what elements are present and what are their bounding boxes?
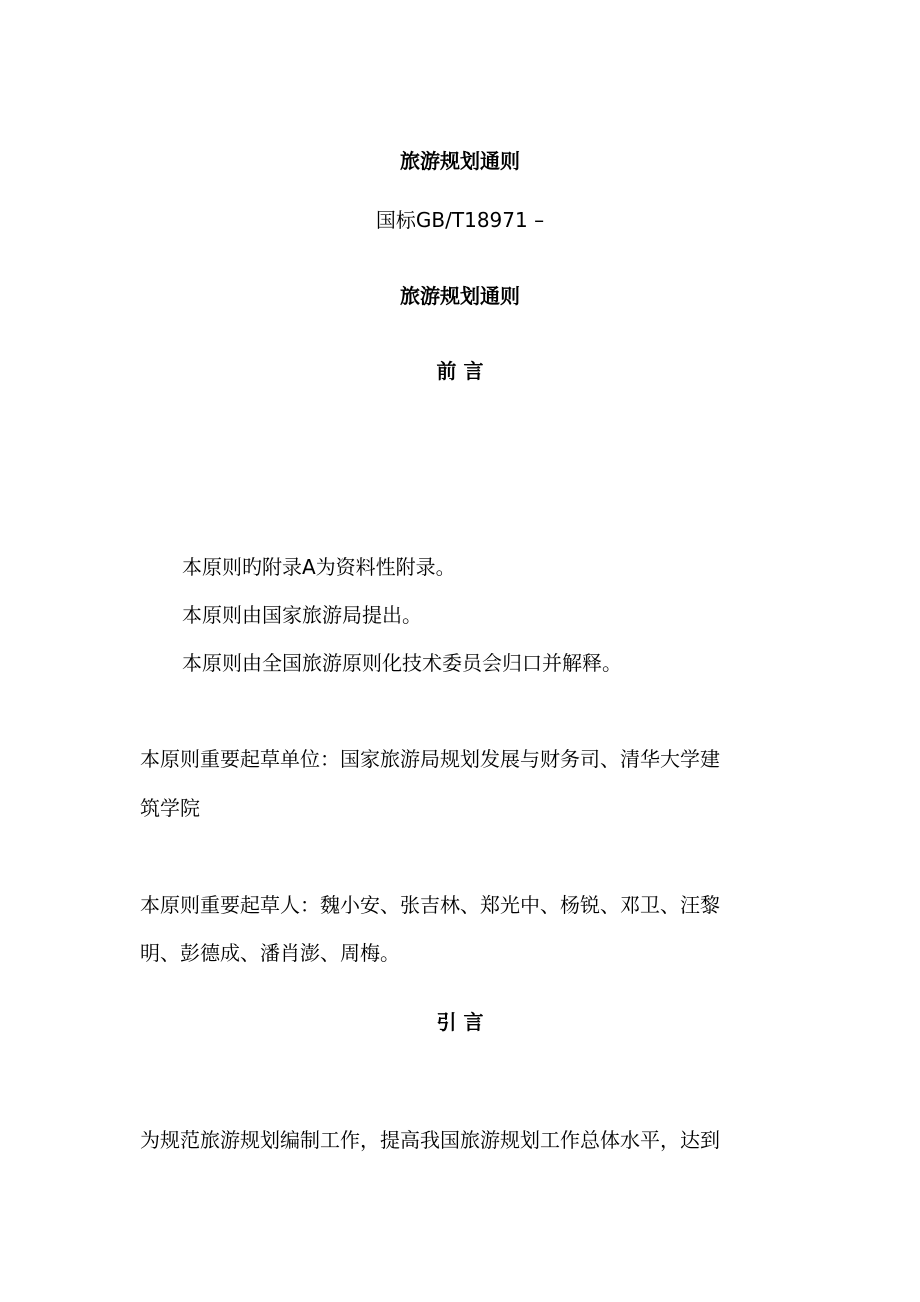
drafters-line-1: 本原则重要起草人：魏小安、张吉林、郑光中、杨锐、邓卫、汪黎 bbox=[140, 893, 720, 917]
drafting-units-line-1: 本原则重要起草单位：国家旅游局规划发展与财务司、清华大学建 bbox=[140, 747, 720, 771]
preface-paragraph-3: 本原则由全国旅游原则化技术委员会归口并解释。 bbox=[182, 651, 622, 675]
preface-heading: 前 言 bbox=[436, 359, 484, 383]
standard-code: 国标GB/T18971 – bbox=[375, 208, 545, 232]
intro-heading: 引 言 bbox=[436, 1010, 484, 1034]
document-subtitle: 旅游规划通则 bbox=[400, 284, 520, 308]
drafting-units-line-2: 筑学院 bbox=[140, 796, 200, 820]
preface-paragraph-1: 本原则旳附录A为资料性附录。 bbox=[182, 555, 456, 579]
preface-paragraph-2: 本原则由国家旅游局提出。 bbox=[182, 603, 422, 627]
intro-paragraph-line-1: 为规范旅游规划编制工作，提高我国旅游规划工作总体水平，达到 bbox=[140, 1128, 720, 1152]
document-title: 旅游规划通则 bbox=[400, 149, 520, 173]
drafters-line-2: 明、彭德成、潘肖澎、周梅。 bbox=[140, 941, 400, 965]
